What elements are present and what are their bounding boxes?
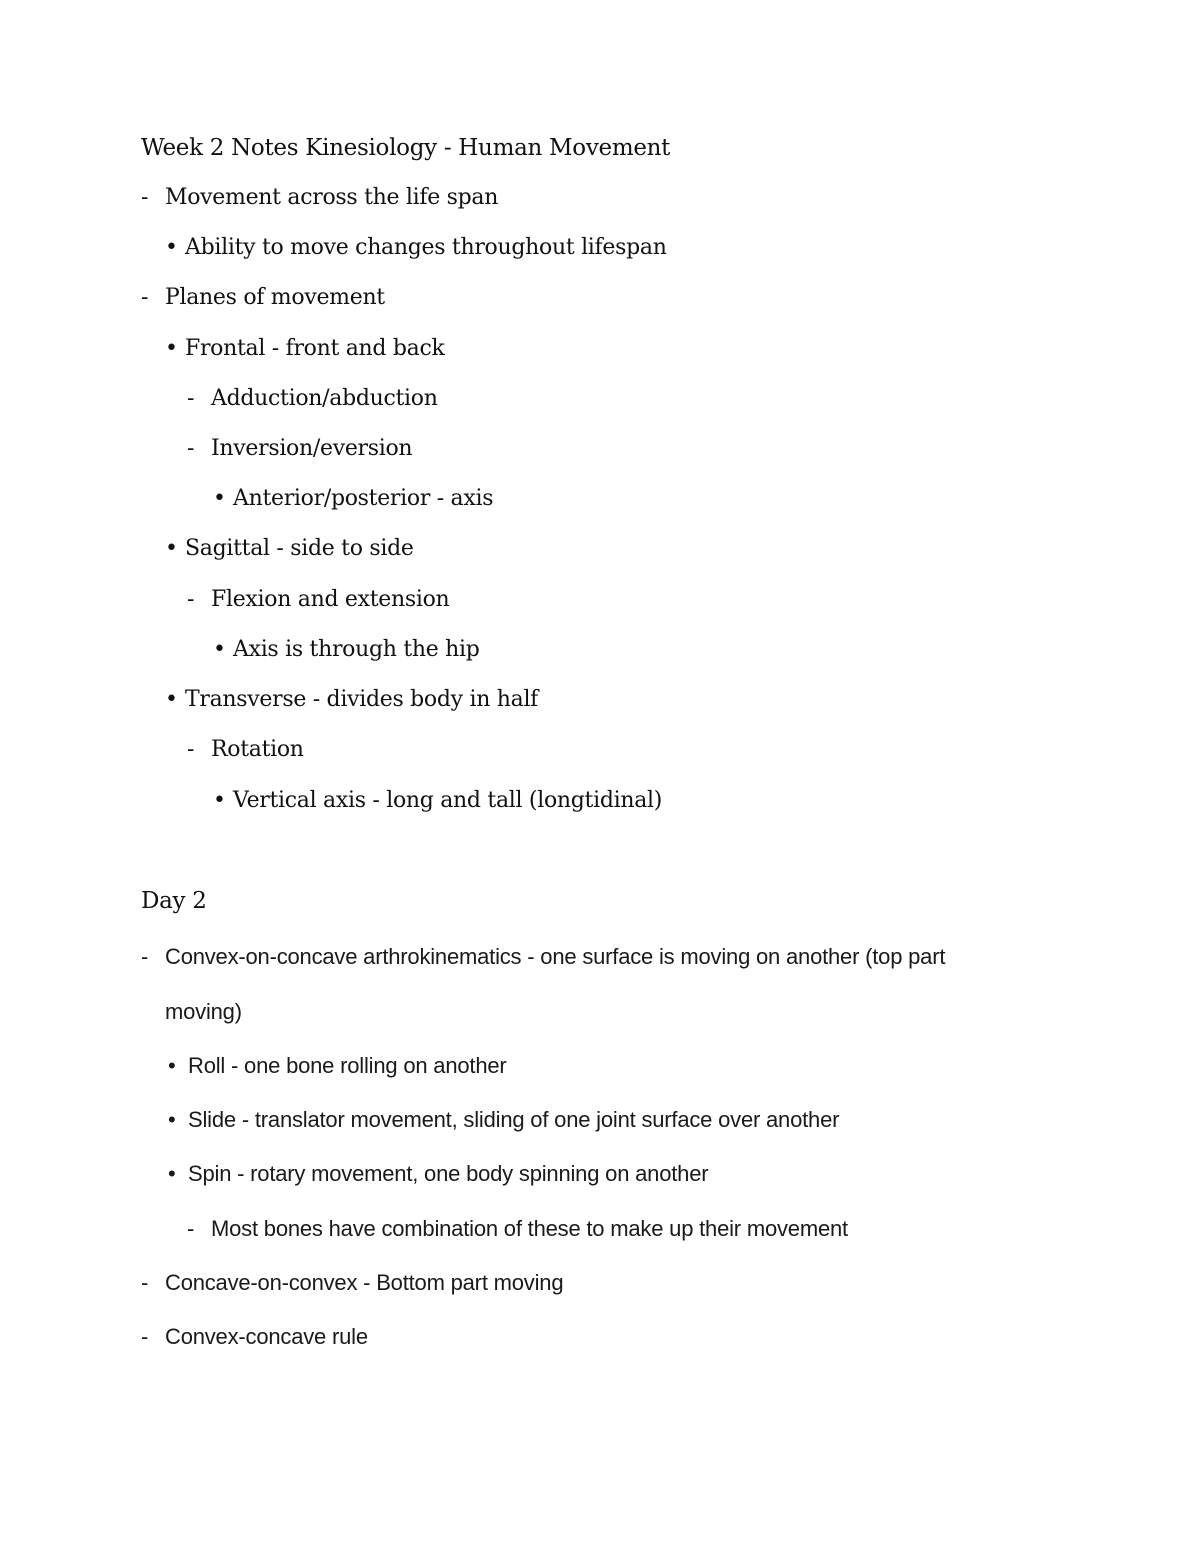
bullet-marker: • <box>213 788 226 813</box>
dash-marker: - <box>141 944 149 969</box>
page-title: Week 2 Notes Kinesiology - Human Movement <box>141 135 671 161</box>
list-item-text: Flexion and extension <box>211 587 450 612</box>
list-item-text: Most bones have combination of these to make up their movement <box>211 1216 848 1241</box>
list-item-text: Convex-concave rule <box>165 1324 368 1349</box>
bullet-marker: • <box>213 637 226 662</box>
list-item <box>187 1218 848 1240</box>
list-item-text: Concave-on-convex - Bottom part moving <box>165 1270 564 1295</box>
list-item <box>168 1055 507 1077</box>
list-item <box>165 689 538 711</box>
dash-marker: - <box>187 737 195 762</box>
list-item <box>141 946 945 968</box>
dash-marker: - <box>187 436 195 461</box>
list-item <box>187 589 449 611</box>
dash-marker: - <box>187 587 195 612</box>
list-item-text: Sagittal - side to side <box>185 536 414 561</box>
list-item <box>213 790 662 812</box>
list-item-text: Planes of movement <box>165 285 385 310</box>
dash-marker: - <box>187 386 195 411</box>
list-item-continuation <box>165 1001 242 1023</box>
list-item-text: Axis is through the hip <box>233 637 480 662</box>
bullet-marker: • <box>168 1053 176 1078</box>
list-item-text: Ability to move changes throughout lifespan <box>185 235 667 260</box>
bullet-marker: • <box>213 486 226 511</box>
bullet-marker: • <box>168 1107 176 1132</box>
bullet-marker: • <box>165 687 178 712</box>
dash-marker: - <box>141 285 149 310</box>
list-item-text: Transverse - divides body in half <box>185 687 539 712</box>
list-item-text: moving) <box>165 999 242 1024</box>
list-item-text: Rotation <box>211 737 304 762</box>
bullet-marker: • <box>165 536 178 561</box>
list-item <box>168 1109 839 1131</box>
list-item-text: Vertical axis - long and tall (longtidinal) <box>233 788 663 813</box>
list-item <box>213 488 493 510</box>
list-item-text: Slide - translator movement, sliding of one joint surface over another <box>188 1107 840 1132</box>
list-item <box>141 187 498 209</box>
list-item <box>187 388 438 410</box>
bullet-marker: • <box>165 336 178 361</box>
list-item-text: Frontal - front and back <box>185 336 445 361</box>
list-item <box>141 1326 368 1348</box>
list-item <box>141 1272 563 1294</box>
list-item <box>165 538 414 560</box>
list-item <box>187 739 304 761</box>
list-item <box>168 1163 708 1185</box>
list-item-text: Roll - one bone rolling on another <box>188 1053 507 1078</box>
list-item <box>141 287 385 309</box>
list-item-text: Spin - rotary movement, one body spinning on another <box>188 1161 709 1186</box>
list-item <box>165 237 667 259</box>
bullet-marker: • <box>165 235 178 260</box>
list-item <box>187 438 412 460</box>
list-item <box>213 639 480 661</box>
dash-marker: - <box>141 1324 149 1349</box>
bullet-marker: • <box>168 1161 176 1186</box>
dash-marker: - <box>141 1270 149 1295</box>
list-item-text: Adduction/abduction <box>211 386 438 411</box>
dash-marker: - <box>187 1216 195 1241</box>
list-item-text: Movement across the life span <box>165 185 499 210</box>
dash-marker: - <box>141 185 149 210</box>
list-item-text: Convex-on-concave arthrokinematics - one surface is moving on another (top part <box>165 944 946 969</box>
list-item-text: Anterior/posterior - axis <box>233 486 494 511</box>
list-item <box>165 338 445 360</box>
section-title: Day 2 <box>141 888 207 914</box>
list-item-text: Inversion/eversion <box>211 436 413 461</box>
